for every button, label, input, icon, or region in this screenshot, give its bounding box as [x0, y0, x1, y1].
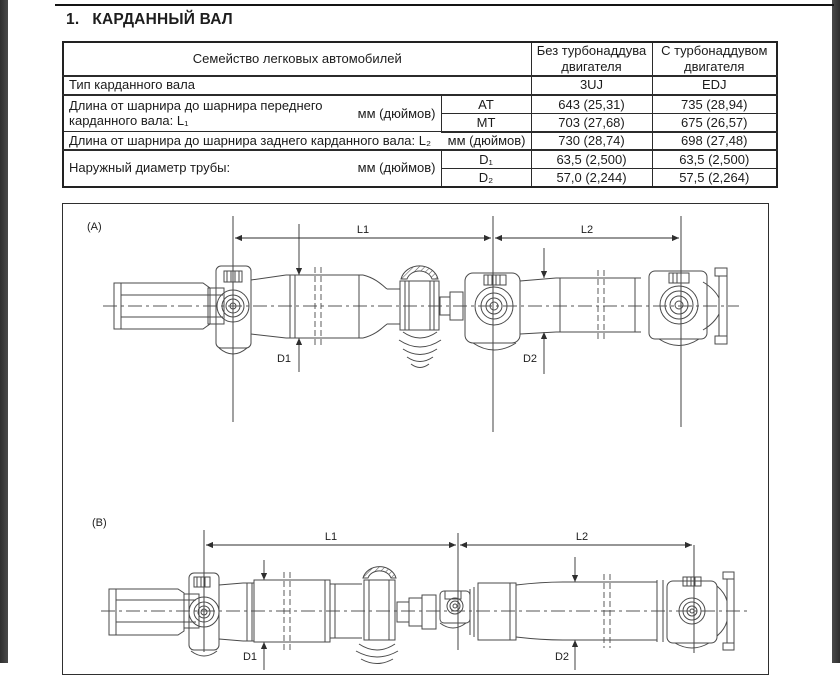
diagram-b — [92, 517, 747, 670]
header-turbo-cell: С турбонаддувом двигателя — [652, 42, 777, 76]
spec-table — [62, 41, 778, 188]
table-row-shaft-type — [63, 76, 777, 95]
l1-at-turbo-cell: 735 (28,94) — [652, 95, 777, 114]
page-title-number: 1. — [66, 11, 80, 28]
l2-label: Длина от шарнира до шарнира заднего карданного вала: L₂ — [69, 132, 432, 148]
d1-turbo-cell: 63,5 (2,500) — [652, 150, 777, 169]
scan-edge-right — [832, 0, 840, 663]
l1-at-non-turbo-cell: 643 (25,31) — [531, 95, 652, 114]
d2-turbo-cell: 57,5 (2,264) — [652, 169, 777, 187]
d2-non-turbo-cell: 57,0 (2,244) — [531, 169, 652, 187]
dim-label-a-l2: L2 — [580, 224, 594, 236]
l1-label-cell — [63, 95, 441, 132]
page-top-rule — [55, 4, 834, 6]
l2-unit: мм (дюймов) — [447, 132, 526, 148]
dim-label-b-l1: L1 — [324, 531, 338, 543]
propshaft-figure — [63, 204, 768, 672]
diameter-unit: мм (дюймов) — [357, 160, 436, 176]
dim-label-a-l1: L1 — [356, 224, 370, 236]
diagram-a-label: (A) — [87, 221, 102, 233]
dim-label-b-l2: L2 — [575, 531, 589, 543]
table-row-l1-at — [63, 95, 777, 114]
propshaft-drawing-b — [101, 567, 747, 664]
dim-label-b-d1: D1 — [242, 651, 258, 663]
diagram-b-label: (B) — [92, 517, 107, 529]
l2-label-cell — [63, 132, 531, 150]
table-row-l2 — [63, 132, 777, 150]
diameter-label: Наружный диаметр трубы: — [69, 160, 231, 176]
dim-label-a-d2: D2 — [522, 353, 538, 365]
table-header-row — [63, 42, 777, 76]
l2-turbo-cell: 698 (27,48) — [652, 132, 777, 150]
figure-box — [62, 203, 769, 675]
d1-variant-cell: D₁ — [441, 150, 531, 169]
dim-label-b-d2: D2 — [554, 651, 570, 663]
diameter-label-cell — [63, 150, 441, 187]
shaft-type-turbo-cell: EDJ — [652, 76, 777, 95]
header-family-cell: Семейство легковых автомобилей — [63, 42, 531, 76]
shaft-type-non-turbo-cell: 3UJ — [531, 76, 652, 95]
shaft-type-label-cell: Тип карданного вала — [63, 76, 531, 95]
l1-unit: мм (дюймов) — [357, 105, 436, 121]
l1-variant-mt-cell: MT — [441, 114, 531, 132]
diagram-a-dimensions — [233, 216, 681, 432]
l1-label: Длина от шарнира до шарнира переднего карданного вала: L₁ — [69, 97, 323, 129]
propshaft-drawing-a — [103, 266, 739, 368]
page-title — [66, 11, 233, 29]
table-row-d1 — [63, 150, 777, 169]
dim-label-a-d1: D1 — [276, 353, 292, 365]
diagram-a — [87, 216, 739, 432]
header-non-turbo-cell: Без турбонаддува двигателя — [531, 42, 652, 76]
l1-variant-at-cell: AT — [441, 95, 531, 114]
page-title-text: КАРДАННЫЙ ВАЛ — [92, 11, 233, 28]
d2-variant-cell: D₂ — [441, 169, 531, 187]
l2-non-turbo-cell: 730 (28,74) — [531, 132, 652, 150]
scan-edge-left — [0, 0, 8, 663]
l1-mt-non-turbo-cell: 703 (27,68) — [531, 114, 652, 132]
l1-mt-turbo-cell: 675 (26,57) — [652, 114, 777, 132]
d1-non-turbo-cell: 63,5 (2,500) — [531, 150, 652, 169]
